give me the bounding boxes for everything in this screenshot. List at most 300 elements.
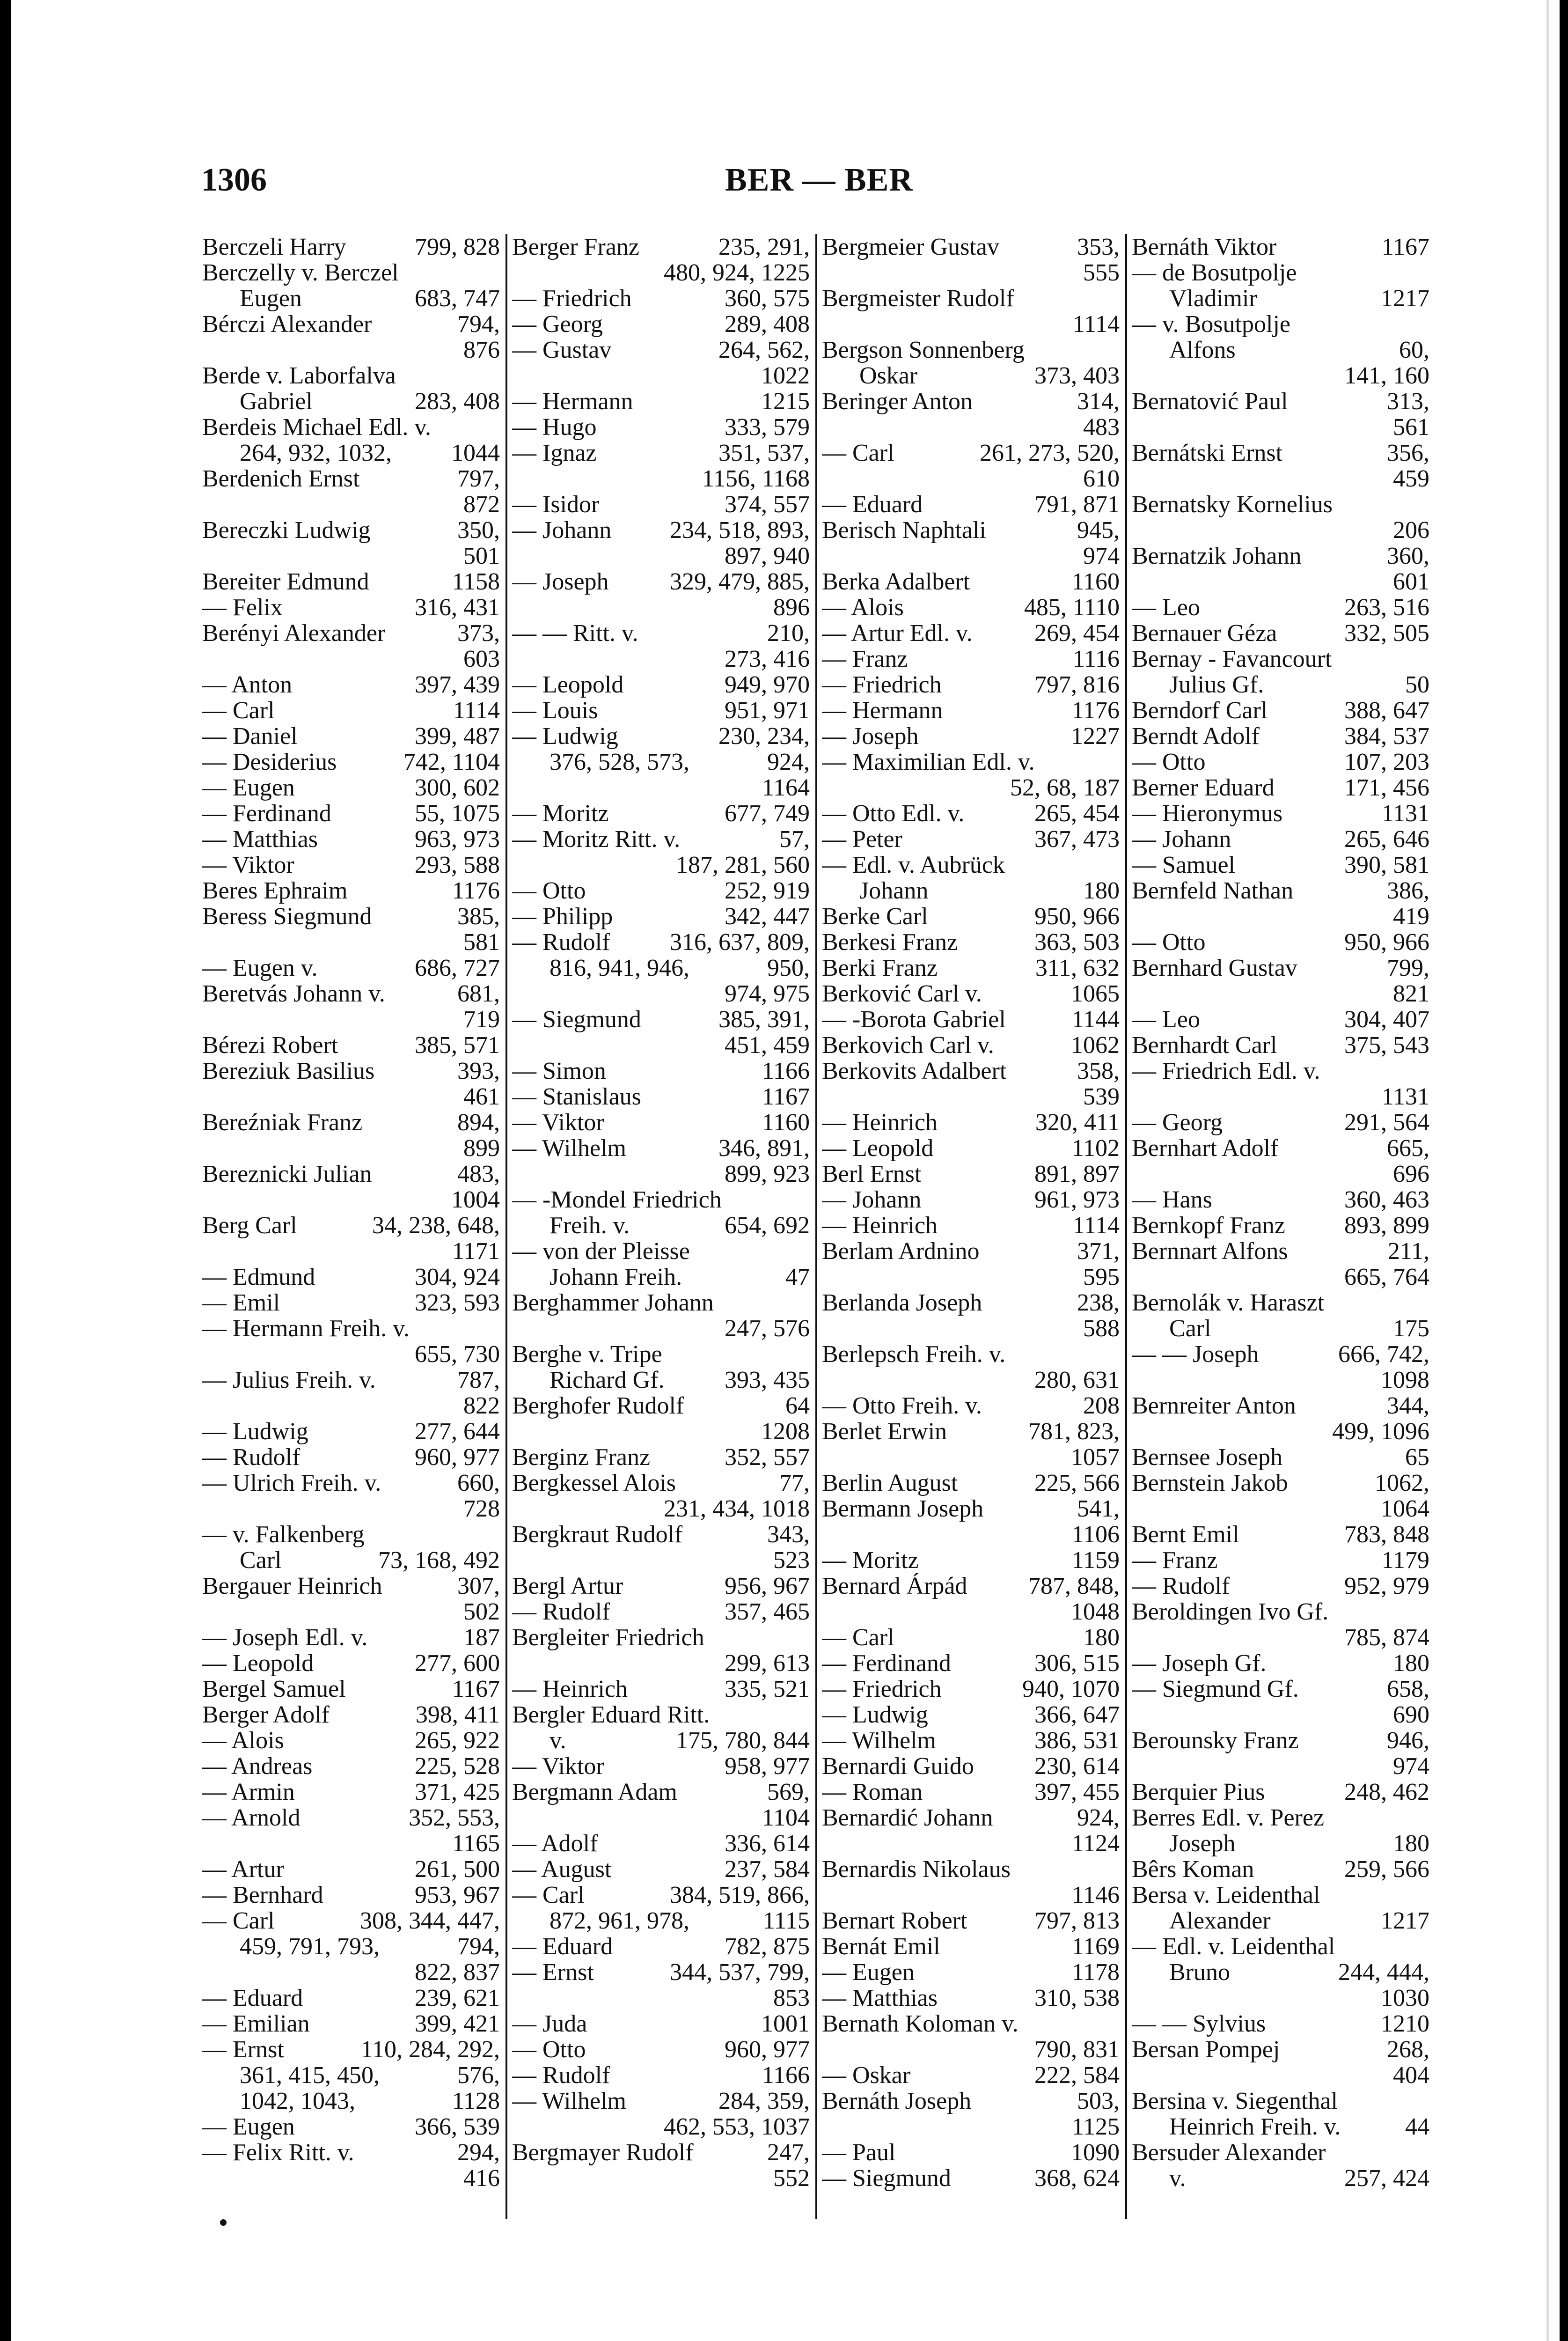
entry-page-refs: 581 <box>463 929 500 956</box>
entry-page-refs: 552 <box>773 2165 810 2192</box>
entry-continuation-line <box>1132 2114 1429 2140</box>
entry-page-refs: 64 <box>785 1392 810 1419</box>
entry-line <box>822 234 1120 260</box>
entry-page-refs: 350, <box>457 517 500 544</box>
entry-page-refs: 393, 435 <box>725 1367 810 1393</box>
index-entry <box>822 517 1120 569</box>
entry-page-refs: 404 <box>1393 2062 1429 2089</box>
entry-continuation-line <box>1132 1625 1429 1650</box>
index-entry <box>1132 1547 1429 1573</box>
entry-page-refs: 899, 923 <box>725 1161 810 1187</box>
entry-page-refs: 924, <box>1077 1804 1120 1831</box>
entry-line <box>1132 1856 1429 1882</box>
entry-page-refs: 561 <box>1393 414 1429 441</box>
entry-page-refs: 360, 575 <box>725 285 810 312</box>
index-entry <box>822 569 1120 595</box>
entry-name: Beretvás Johann v. <box>202 981 385 1007</box>
index-entry <box>822 389 1120 440</box>
entry-line <box>1132 1110 1429 1135</box>
entry-page-refs: 1125 <box>1071 2113 1120 2140</box>
entry-name: Berquier Pius <box>1132 1779 1265 1805</box>
entry-page-refs: 57, <box>779 826 810 853</box>
entry-continuation-line <box>512 981 810 1007</box>
entry-page-refs: 358, <box>1077 1058 1120 1084</box>
entry-continuation-line <box>1132 1959 1429 1985</box>
entry-page-refs: 951, 971 <box>725 697 810 724</box>
entry-name: Alexander <box>1169 1908 1271 1934</box>
entry-continuation-line <box>1132 981 1429 1007</box>
entry-line <box>202 1728 500 1753</box>
entry-name: — Viktor <box>512 1753 604 1779</box>
index-entry <box>202 852 500 878</box>
entry-name: — Leopold <box>822 1135 934 1161</box>
entry-page-refs: 336, 614 <box>725 1830 810 1857</box>
index-entry <box>202 749 500 775</box>
entry-name: — Johann <box>822 1187 922 1213</box>
index-entry <box>202 569 500 595</box>
index-entry <box>822 1805 1120 1856</box>
entry-page-refs: 963, 973 <box>415 826 500 853</box>
entry-continuation-line <box>512 2114 810 2140</box>
entry-line <box>512 517 810 543</box>
index-entry <box>822 672 1120 698</box>
entry-page-refs: 719 <box>463 1006 500 1033</box>
index-entry <box>822 1547 1120 1573</box>
entry-continuation-line <box>822 878 1120 904</box>
entry-page-refs: 284, 359, <box>718 2088 810 2114</box>
entry-page-refs: 665, 764 <box>1344 1264 1429 1290</box>
entry-page-refs: 1090 <box>1071 2139 1120 2166</box>
entry-line <box>202 2037 500 2062</box>
entry-name: Beress Siegmund <box>202 904 372 929</box>
index-entry <box>1132 1805 1429 1856</box>
index-entry <box>512 414 810 440</box>
entry-name: Bernatzik Johann <box>1132 543 1302 569</box>
entry-continuation-line <box>512 1213 810 1238</box>
entry-line <box>512 2088 810 2114</box>
entry-page-refs: 782, 875 <box>725 1933 810 1960</box>
entry-line <box>202 1367 500 1393</box>
entry-name: Berdenich Ernst <box>202 466 360 492</box>
index-entry <box>202 1470 500 1522</box>
entry-name: — von der Pleisse <box>512 1238 690 1264</box>
entry-page-refs: 419 <box>1393 903 1429 930</box>
index-entry <box>1132 1934 1429 2011</box>
entry-line <box>202 1805 500 1831</box>
entry-name: Bernardi Guido <box>822 1753 974 1779</box>
entry-page-refs: 52, 68, 187 <box>1010 774 1120 801</box>
index-entry <box>202 1728 500 1753</box>
entry-continuation-line <box>822 414 1120 440</box>
entry-line <box>512 904 810 929</box>
entry-page-refs: 1167 <box>762 1083 810 1110</box>
entry-line <box>822 595 1120 620</box>
index-entry <box>1132 801 1429 826</box>
entry-page-refs: 352, 553, <box>409 1804 500 1831</box>
entry-line <box>822 1187 1120 1213</box>
entry-line <box>822 981 1120 1007</box>
index-entry <box>1132 1238 1429 1290</box>
index-entry <box>512 517 810 569</box>
index-entry <box>512 672 810 698</box>
entry-page-refs: 230, 614 <box>1034 1753 1120 1780</box>
entry-page-refs: 320, 411 <box>1035 1109 1120 1136</box>
entry-continuation-line <box>1132 517 1429 543</box>
entry-line <box>822 1702 1120 1728</box>
entry-name: — Joseph <box>822 723 919 749</box>
index-entry <box>1132 1470 1429 1522</box>
entry-line <box>1132 1393 1429 1419</box>
entry-name: — Leo <box>1132 1007 1200 1032</box>
index-entry <box>512 1290 810 1341</box>
entry-name: — Joseph <box>512 569 609 595</box>
entry-page-refs: 690 <box>1393 1701 1429 1728</box>
entry-continuation-line <box>202 929 500 955</box>
entry-page-refs: 1048 <box>1071 1598 1120 1625</box>
entry-name: Bereczki Ludwig <box>202 517 371 543</box>
entry-line <box>202 1316 500 1341</box>
entry-name: — Wilhelm <box>822 1728 936 1753</box>
entry-continuation-line <box>202 1135 500 1161</box>
entry-page-refs: 277, 600 <box>415 1650 500 1677</box>
entry-page-refs: 797, 816 <box>1034 671 1120 698</box>
entry-page-refs: 47 <box>785 1264 810 1290</box>
index-entry <box>202 260 500 311</box>
page-header <box>201 162 1437 208</box>
entry-line <box>512 878 810 904</box>
index-entry <box>822 1007 1120 1032</box>
entry-page-refs: 1001 <box>761 2010 810 2037</box>
entry-line <box>1132 234 1429 260</box>
index-entry <box>512 826 810 878</box>
entry-line <box>202 1676 500 1702</box>
index-entry <box>512 286 810 311</box>
entry-continuation-line <box>822 1522 1120 1547</box>
entry-page-refs: 307, <box>457 1573 500 1599</box>
entry-name: — Arnold <box>202 1805 300 1831</box>
entry-name: — Otto <box>512 2037 586 2062</box>
index-entry <box>822 1728 1120 1753</box>
entry-page-refs: 346, 891, <box>718 1135 810 1162</box>
entry-name: — Heinrich <box>512 1676 628 1702</box>
entry-page-refs: 483, <box>457 1161 500 1187</box>
index-entry <box>822 646 1120 672</box>
index-entry <box>1132 543 1429 595</box>
entry-page-refs: 953, 967 <box>415 1882 500 1908</box>
entry-line <box>1132 311 1429 337</box>
entry-name: — Ernst <box>512 1959 594 1985</box>
entry-continuation-line <box>1132 2165 1429 2191</box>
entry-line <box>512 826 810 852</box>
entry-name: Berkovich Carl v. <box>822 1032 994 1058</box>
entry-name: — Ferdinand <box>202 801 331 826</box>
index-entry <box>1132 1856 1429 1882</box>
entry-line <box>512 698 810 723</box>
entry-line <box>202 1573 500 1599</box>
entry-page-refs: 171, 456 <box>1344 774 1429 801</box>
entry-page-refs: 1160 <box>1071 568 1120 595</box>
entry-line <box>202 2114 500 2140</box>
entry-page-refs: 363, 503 <box>1034 929 1120 956</box>
entry-name: Bernatsky Kornelius <box>1132 492 1333 517</box>
index-entry <box>822 1213 1120 1238</box>
entry-page-refs: 480, 924, 1225 <box>664 259 810 286</box>
entry-page-refs: 314, <box>1077 388 1120 415</box>
entry-page-refs: 180 <box>1083 1624 1120 1651</box>
entry-page-refs: 555 <box>1083 259 1120 286</box>
entry-line <box>512 1779 810 1805</box>
index-entry <box>202 723 500 749</box>
entry-page-refs: 485, 1110 <box>1024 594 1120 621</box>
index-entry <box>512 620 810 672</box>
entry-name: — Edl. v. Aubrück <box>822 852 1005 878</box>
index-entry <box>202 1316 500 1367</box>
entry-page-refs: 1062, <box>1375 1470 1429 1496</box>
entry-line <box>512 620 810 646</box>
index-entry <box>512 904 810 929</box>
index-entry <box>202 1882 500 1908</box>
entry-page-refs: 399, 421 <box>415 2010 500 2037</box>
entry-line <box>822 569 1120 595</box>
entry-name: — Armin <box>202 1779 295 1805</box>
entry-name: Berke Carl <box>822 904 928 929</box>
entry-name: Bergmeier Gustav <box>822 234 999 260</box>
entry-line <box>1132 1573 1429 1599</box>
entry-name: — Ludwig <box>202 1419 308 1444</box>
entry-line <box>822 1135 1120 1161</box>
entry-name: — Hermann Freih. v. <box>202 1316 410 1341</box>
entry-name: — Oskar <box>822 2062 911 2088</box>
index-entry <box>202 1213 500 1264</box>
entry-page-refs: 375, 543 <box>1344 1032 1429 1059</box>
entry-line <box>202 672 500 698</box>
entry-page-refs: 539 <box>1083 1083 1120 1110</box>
entry-line <box>512 414 810 440</box>
entry-page-refs: 211, <box>1387 1238 1429 1265</box>
entry-page-refs: 55, 1075 <box>415 800 500 827</box>
entry-name: Bersan Pompej <box>1132 2037 1280 2062</box>
entry-page-refs: 499, 1096 <box>1332 1418 1429 1445</box>
entry-continuation-line <box>202 1934 500 1959</box>
entry-continuation-line <box>1132 1702 1429 1728</box>
entry-name: Beroldingen Ivo Gf. <box>1132 1599 1329 1625</box>
entry-page-refs: 576, <box>457 2062 500 2089</box>
index-entry <box>202 1650 500 1676</box>
entry-line <box>202 234 500 260</box>
index-entry <box>822 1470 1120 1496</box>
entry-continuation-line <box>1132 1264 1429 1290</box>
entry-page-refs: 459 <box>1393 465 1429 492</box>
entry-line <box>512 1135 810 1161</box>
entry-page-refs: 501 <box>463 543 500 569</box>
entry-name: — Eduard <box>822 492 923 517</box>
index-entry <box>512 1444 810 1470</box>
entry-line <box>1132 646 1429 672</box>
entry-page-refs: 141, 160 <box>1344 362 1429 389</box>
index-entry <box>512 1573 810 1599</box>
entry-page-refs <box>1116 1856 1120 1882</box>
entry-name: — Rudolf <box>512 929 610 955</box>
entry-name: — Viktor <box>512 1110 604 1135</box>
index-entry <box>822 852 1120 904</box>
index-entry <box>1132 1573 1429 1599</box>
entry-continuation-line <box>1132 1161 1429 1187</box>
entry-name: Berg Carl <box>202 1213 297 1238</box>
entry-page-refs <box>806 1341 810 1367</box>
index-entry <box>202 981 500 1032</box>
entry-name: — Rudolf <box>202 1444 300 1470</box>
entry-page-refs: 483 <box>1083 414 1120 441</box>
index-entry <box>1132 646 1429 698</box>
entry-line <box>512 1599 810 1625</box>
entry-line <box>202 698 500 723</box>
entry-continuation-line <box>512 260 810 286</box>
entry-continuation-line <box>1132 1419 1429 1444</box>
entry-page-refs: 107, 203 <box>1344 749 1429 775</box>
entry-name: Berki Franz <box>822 955 938 981</box>
entry-continuation-line <box>822 775 1120 801</box>
entry-name: Eugen <box>240 286 302 311</box>
entry-line <box>512 2037 810 2062</box>
entry-line <box>1132 492 1429 517</box>
entry-line <box>822 904 1120 929</box>
entry-page-refs: 1159 <box>1071 1547 1120 1574</box>
entry-name: Berghammer Johann <box>512 1290 714 1316</box>
entry-line <box>822 1625 1120 1650</box>
entry-name: Berghe v. Tripe <box>512 1341 662 1367</box>
entry-line <box>822 1110 1120 1135</box>
index-entry <box>202 1419 500 1444</box>
entry-page-refs: 269, 454 <box>1034 620 1120 647</box>
entry-name: — Otto <box>512 878 586 904</box>
entry-name: — Ignaz <box>512 440 597 466</box>
entry-page-refs: 1004 <box>451 1186 500 1213</box>
scan-margin-line <box>1546 0 1549 2341</box>
index-entry <box>822 620 1120 646</box>
index-entry <box>822 1110 1120 1135</box>
index-entry <box>1132 1007 1429 1032</box>
entry-continuation-line <box>512 1161 810 1187</box>
entry-line <box>822 1032 1120 1058</box>
entry-line <box>512 1110 810 1135</box>
index-entry <box>512 337 810 389</box>
entry-line <box>822 1007 1120 1032</box>
entry-page-refs <box>1116 337 1120 363</box>
entry-name: Bereiter Edmund <box>202 569 369 595</box>
entry-line <box>202 595 500 620</box>
entry-name: — Artur <box>202 1856 284 1882</box>
entry-page-refs: 187, 281, 560 <box>676 852 810 878</box>
entry-line <box>822 492 1120 517</box>
entry-page-refs: 1210 <box>1381 2010 1429 2037</box>
entry-line <box>512 2140 810 2165</box>
entry-page-refs: 73, 168, 492 <box>378 1547 500 1574</box>
entry-page-refs <box>496 1522 500 1547</box>
entry-page-refs: 261, 273, 520, <box>980 440 1120 466</box>
entry-page-refs: 1178 <box>1071 1959 1120 1986</box>
entry-page-refs: 872 <box>463 491 500 518</box>
entry-page-refs: 1167 <box>1381 234 1429 260</box>
entry-name: — Otto Edl. v. <box>822 801 965 826</box>
entry-page-refs: 344, <box>1387 1392 1429 1419</box>
index-entry <box>822 2062 1120 2088</box>
entry-page-refs: 385, <box>457 903 500 930</box>
entry-page-refs: 1160 <box>762 1109 810 1136</box>
entry-name: Bernátski Ernst <box>1132 440 1283 466</box>
entry-page-refs <box>496 1316 500 1341</box>
entry-continuation-line <box>1132 672 1429 698</box>
entry-continuation-line <box>202 1084 500 1110</box>
entry-page-refs <box>1116 749 1120 775</box>
entry-line <box>512 1831 810 1856</box>
page-number: 1306 <box>201 162 267 198</box>
entry-page-refs: 323, 593 <box>415 1289 500 1316</box>
index-entry <box>1132 2037 1429 2088</box>
entry-line <box>1132 2011 1429 2037</box>
index-entry <box>202 1676 500 1702</box>
entry-line <box>512 1573 810 1599</box>
entry-name: Bernreiter Anton <box>1132 1393 1296 1419</box>
column-divider <box>506 234 507 2219</box>
entry-page-refs <box>1426 1058 1429 1084</box>
entry-line <box>822 1573 1120 1599</box>
entry-name: Bernsee Joseph <box>1132 1444 1283 1470</box>
entry-name: — Viktor <box>202 852 294 878</box>
entry-line <box>822 2062 1120 2088</box>
entry-name: 816, 941, 946, <box>550 955 689 981</box>
entry-line <box>822 1496 1120 1522</box>
entry-line <box>202 801 500 826</box>
entry-page-refs: 367, 473 <box>1034 826 1120 853</box>
entry-page-refs: 277, 644 <box>415 1418 500 1445</box>
entry-page-refs: 385, 391, <box>718 1006 810 1033</box>
entry-page-refs: 316, 637, 809, <box>670 929 810 956</box>
entry-name: — de Bosutpolje <box>1132 260 1297 286</box>
entry-line <box>512 1393 810 1419</box>
index-entry <box>1132 1187 1429 1213</box>
entry-line <box>1132 1135 1429 1161</box>
entry-name: Bernath Koloman v. <box>822 2011 1018 2037</box>
entry-name: Berl Ernst <box>822 1161 922 1187</box>
index-entry <box>822 1676 1120 1702</box>
index-entry <box>1132 2140 1429 2191</box>
entry-page-refs: 1227 <box>1071 723 1120 750</box>
index-entry <box>822 1856 1120 1908</box>
index-entry <box>512 1007 810 1058</box>
index-entry <box>1132 1728 1429 1779</box>
entry-page-refs: 357, 465 <box>725 1598 810 1625</box>
entry-page-refs: 329, 479, 885, <box>670 568 810 595</box>
entry-line <box>1132 775 1429 801</box>
entry-name: Berger Adolf <box>202 1702 330 1728</box>
entry-line <box>1132 878 1429 904</box>
entry-line <box>822 723 1120 749</box>
entry-page-refs: 601 <box>1393 568 1429 595</box>
entry-name: Bernfeld Nathan <box>1132 878 1294 904</box>
entry-name: Bergmeister Rudolf <box>822 286 1014 311</box>
index-entry <box>202 595 500 620</box>
index-entry <box>822 1625 1120 1650</box>
entry-page-refs: 797, <box>457 465 500 492</box>
entry-page-refs: 1114 <box>1072 311 1120 338</box>
index-entry <box>512 1676 810 1702</box>
entry-line <box>512 1856 810 1882</box>
index-entry <box>822 492 1120 517</box>
index-entry <box>822 2011 1120 2062</box>
index-entry <box>202 1367 500 1419</box>
entry-name: Oskar <box>859 363 918 389</box>
entry-page-refs: 351, 537, <box>718 440 810 466</box>
